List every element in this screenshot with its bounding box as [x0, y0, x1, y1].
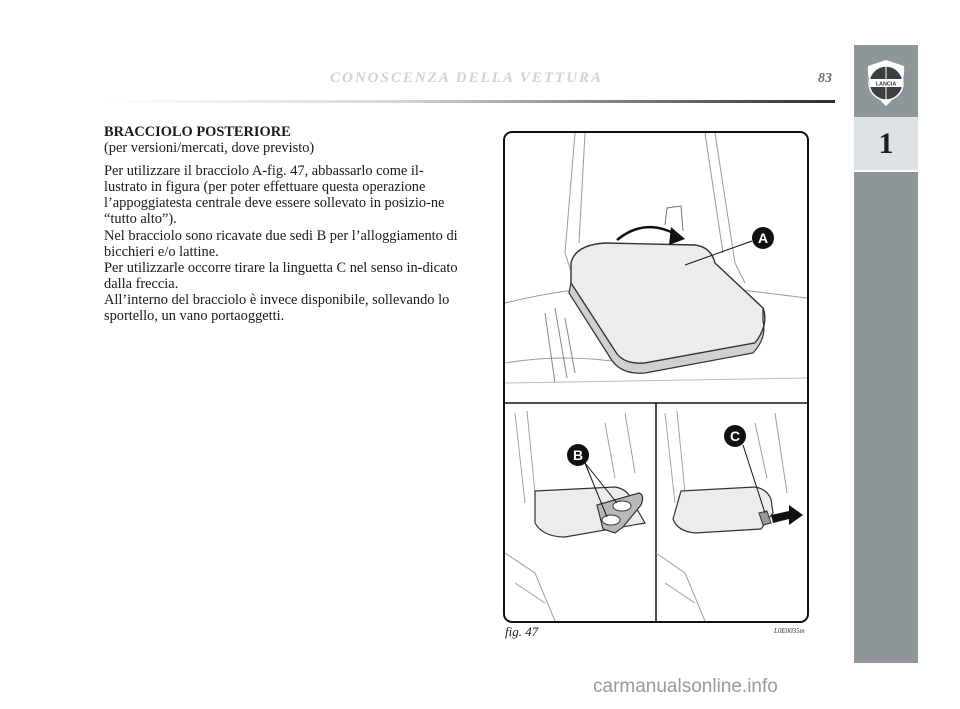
chapter-title: CONOSCENZA DELLA VETTURA [330, 70, 604, 86]
paragraph-4: All’interno del bracciolo è invece disponibile, sollevando lo sportello, un vano portaoggetti. [104, 291, 450, 325]
figure-caption: fig. 47 [505, 624, 539, 639]
callout-c-label: C [729, 428, 741, 444]
paragraph-2: Nel bracciolo sono ricavate due sedi B per l’alloggiamento di bicchieri e/o lattine. [104, 227, 458, 260]
pull-direction-arrow [771, 505, 803, 525]
section-number: 1 [878, 127, 894, 160]
section-subheading: (per versioni/mercati, dove previsto) [104, 140, 315, 157]
armrest-illustration [505, 133, 807, 621]
body-text [104, 124, 466, 324]
section-heading: BRACCIOLO POSTERIORE [104, 124, 291, 140]
figure-47 [503, 131, 809, 623]
watermark-text[interactable]: carmanualsonline.info [593, 676, 778, 697]
side-tab-strip [854, 172, 918, 663]
figure-code: L0E0035m [774, 627, 805, 635]
armrest-c [673, 487, 773, 533]
logo-text: LANCIA [875, 81, 897, 88]
lancia-logo [864, 58, 908, 108]
paragraph-3: Per utilizzarle occorre tirare la linguetta C nel senso in-dicato dalla freccia. [104, 259, 458, 292]
callout-a-label: A [757, 230, 769, 246]
callout-b-label: B [572, 447, 584, 463]
rotation-arrow [617, 227, 677, 240]
armrest-b-open [535, 487, 645, 537]
page-number: 83 [818, 71, 832, 86]
paragraph-1: Per utilizzare il bracciolo A-fig. 47, abbassarlo come il-lustrato in figura (per poter effettuare questa operazione l’appoggiatesta centrale deve essere sollevato in posizio-ne “tutto alto”). [104, 163, 445, 228]
header-rule [105, 100, 835, 103]
